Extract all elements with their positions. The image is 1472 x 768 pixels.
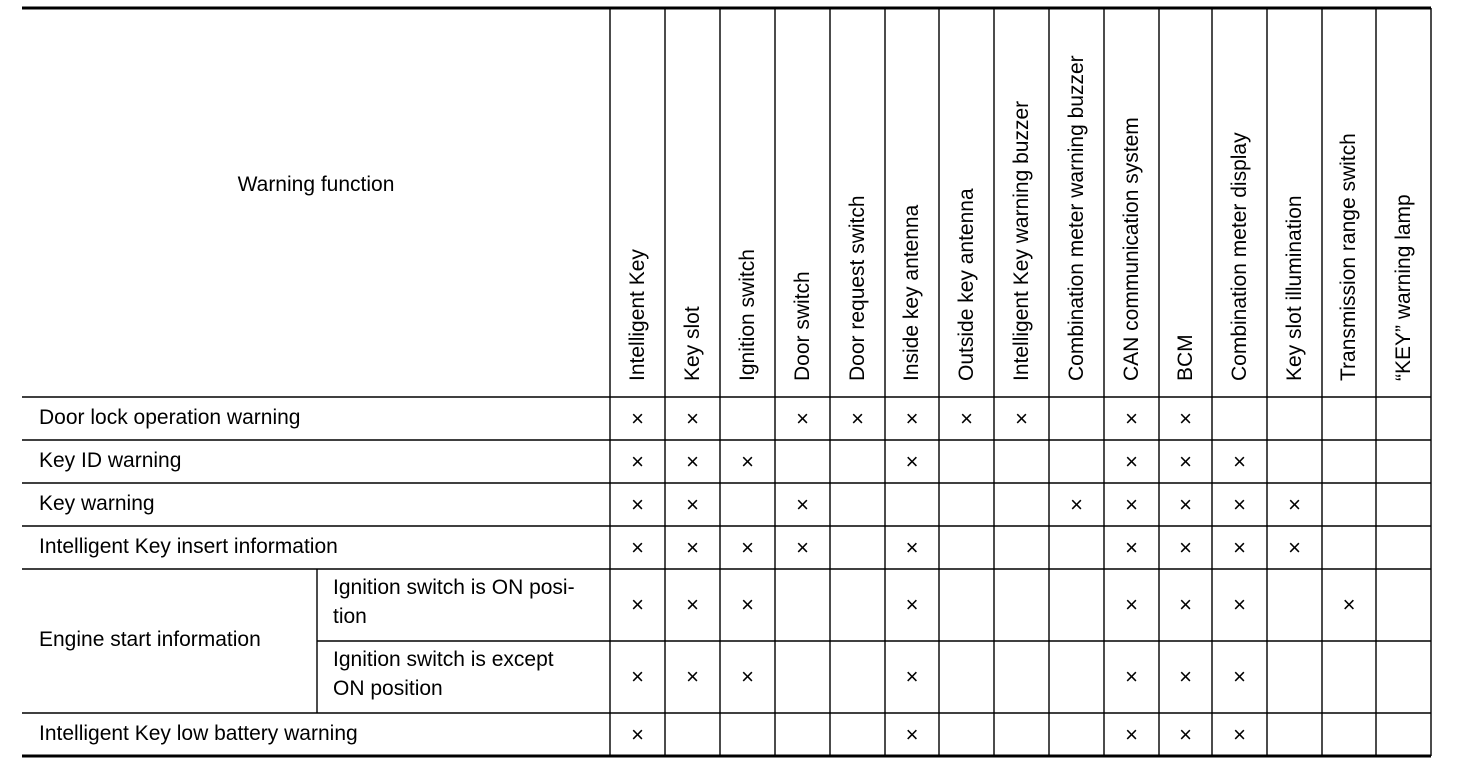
check-mark: × [686, 491, 699, 517]
check-mark: × [1125, 448, 1138, 474]
column-header: Transmission range switch [1337, 133, 1360, 381]
check-mark: × [686, 534, 699, 560]
check-mark: × [631, 448, 644, 474]
check-mark: × [686, 405, 699, 431]
check-mark: × [631, 664, 644, 689]
column-header: “KEY” warning lamp [1391, 194, 1415, 381]
check-mark: × [1125, 534, 1138, 560]
check-mark: × [741, 664, 754, 689]
check-mark: × [905, 592, 919, 617]
check-mark: × [796, 534, 809, 560]
check-mark: × [1179, 448, 1192, 474]
check-mark: × [1125, 491, 1138, 517]
group-label: Engine start information [39, 628, 261, 651]
row-sublabel: Ignition switch is ON posi- [333, 576, 575, 599]
check-mark: × [1233, 664, 1246, 689]
column-header: CAN communication system [1119, 117, 1143, 381]
check-mark: × [1125, 592, 1138, 617]
check-mark: × [851, 405, 864, 431]
column-header: BCM [1173, 334, 1197, 381]
check-mark: × [1125, 405, 1138, 431]
check-mark: × [796, 491, 809, 517]
check-mark: × [631, 534, 644, 560]
check-mark: × [1233, 534, 1246, 560]
check-mark: × [741, 448, 754, 474]
column-header: Intelligent Key [625, 249, 649, 381]
check-mark: × [1015, 405, 1028, 431]
row-sublabel: Ignition switch is except [333, 648, 554, 671]
check-mark: × [905, 534, 919, 560]
check-mark: × [631, 405, 644, 431]
column-header: Door switch [790, 271, 814, 381]
column-header: Key slot [680, 306, 704, 381]
row-label: Key warning [39, 491, 155, 515]
row-label: Key ID warning [39, 448, 182, 472]
check-mark: × [796, 405, 809, 431]
check-mark: × [686, 592, 699, 617]
check-mark: × [686, 664, 699, 689]
column-header: Inside key antenna [900, 204, 923, 381]
check-mark: × [905, 405, 919, 431]
check-mark: × [1233, 491, 1246, 517]
check-mark: × [1179, 664, 1192, 689]
check-mark: × [1179, 534, 1192, 560]
check-mark: × [1179, 592, 1192, 617]
check-mark: × [631, 592, 644, 617]
column-header: Combination meter warning buzzer [1064, 55, 1088, 381]
check-mark: × [1288, 534, 1301, 560]
table-title: Warning function [237, 173, 395, 196]
row-sublabel: ON position [333, 677, 443, 700]
check-mark: × [960, 405, 973, 431]
check-mark: × [1070, 491, 1083, 517]
column-header: Ignition switch [735, 249, 759, 381]
check-mark: × [905, 448, 919, 474]
column-header: Intelligent Key warning buzzer [1009, 100, 1033, 381]
column-header: Key slot illumination [1282, 195, 1306, 381]
column-header: Door request switch [845, 195, 869, 381]
check-mark: × [741, 534, 754, 560]
check-mark: × [686, 448, 699, 474]
check-mark: × [1233, 448, 1246, 474]
row-label: Door lock operation warning [39, 405, 301, 429]
check-mark: × [905, 664, 919, 689]
check-mark: × [631, 721, 644, 747]
row-label: Intelligent Key low battery warning [39, 721, 358, 745]
check-mark: × [1342, 592, 1356, 617]
check-mark: × [1179, 491, 1192, 517]
column-header: Combination meter display [1227, 132, 1251, 381]
check-mark: × [1233, 721, 1246, 747]
column-header: Outside key antenna [954, 188, 978, 381]
check-mark: × [1179, 721, 1192, 747]
check-mark: × [1233, 592, 1246, 617]
row-sublabel: tion [333, 605, 367, 628]
check-mark: × [1288, 491, 1301, 517]
check-mark: × [1125, 664, 1138, 689]
check-mark: × [905, 721, 919, 747]
check-mark: × [1125, 721, 1138, 747]
check-mark: × [631, 491, 644, 517]
check-mark: × [1179, 405, 1192, 431]
row-label: Intelligent Key insert information [39, 534, 338, 558]
check-mark: × [741, 592, 754, 617]
